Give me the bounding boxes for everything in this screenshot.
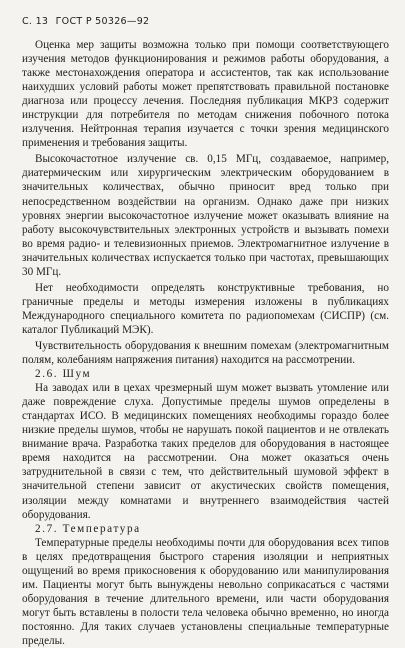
- paragraph-noise: На заводах или в цехах чрезмерный шум может вызвать утомление или даже повреждение слуха. Допустимые пределы шумов определены в стандартах ИСО. В медицинских помещениях необходимы гораздо более низкие пределы шумов, чтобы не нарушать покой пациентов и не отвлекать внимание врача. Разработка таких пределов для оборудования в настоящее время находится на рассмотрении. Она может оказаться очень затруднительной в связи с тем, что действительный шумовой эффект в значительной степени зависит от акустических свойств помещения, изоляции между комнатами и внутреннего взаимодействия частей оборудования.: [22, 382, 389, 521]
- paragraph-sensitivity: Чувствительность оборудования к внешним помехам (электромагнитным полям, колебаниям напряжения питания) находится на рассмотрении.: [22, 339, 389, 367]
- paragraph-temperature: Температурные пределы необходимы почти для оборудования всех типов в целях предотвращения быстрого старения изоляции и неприятных ощущений во время прикосновения к оборудованию или манипулирования им. Пациенты могут быть вынуждены невольно соприкасаться с частями оборудования в течение длительного времени, или части оборудования могут быть вставлены в полости тела человека обычно временно, но иногда постоянно. Для таких случаев установлены специальные температурные пределы.: [22, 536, 389, 647]
- page-header: [22, 16, 389, 28]
- document-id: ГОСТ Р 50326—92: [55, 16, 150, 27]
- document-page: [22, 16, 389, 648]
- section-heading-noise: 2.6. Шум: [35, 368, 92, 381]
- paragraph-limits: Нет необходимости определять конструктивные требования, но граничные пределы и методы измерения изложены в публикациях Международного специального комитета по радиопомехам (СИСПР) (см. каталог Публикаций МЭК).: [22, 281, 389, 336]
- paragraph-protection-assessment: Оценка мер защиты возможна только при помощи соответствующего изучения методов функционирования и режимов работы оборудования, а также местонахождения оператора и ассистентов, так как использование наихудших условий работы может препятствовать правильной постановке диагноза или процессу лечения. Последняя публикация МКРЗ содержит инструкции для потребителя по методам снижения побочного потока излучения. Нейтронная терапия изучается с точки зрения медицинского применения и требования защиты.: [22, 39, 389, 150]
- paragraph-high-frequency: Высокочастотное излучение св. 0,15 МГц, создаваемое, например, диатермическим или хирургическим электрическим оборудованием в значительных количествах, обычно приносит вред только при непосредственном воздействии на организм. Однако даже при низких уровнях энергии высокочастотное излучение может оказывать влияние на работу высокочувствительных электронных устройств и вызывать помехи во время радио- и телевизионных приемов. Электромагнитное излучение в значительных количествах испускается только при частотах, превышающих 30 МГц.: [22, 153, 389, 278]
- page-number: С. 13: [22, 16, 49, 27]
- section-heading-temperature: 2.7. Температура: [35, 522, 141, 535]
